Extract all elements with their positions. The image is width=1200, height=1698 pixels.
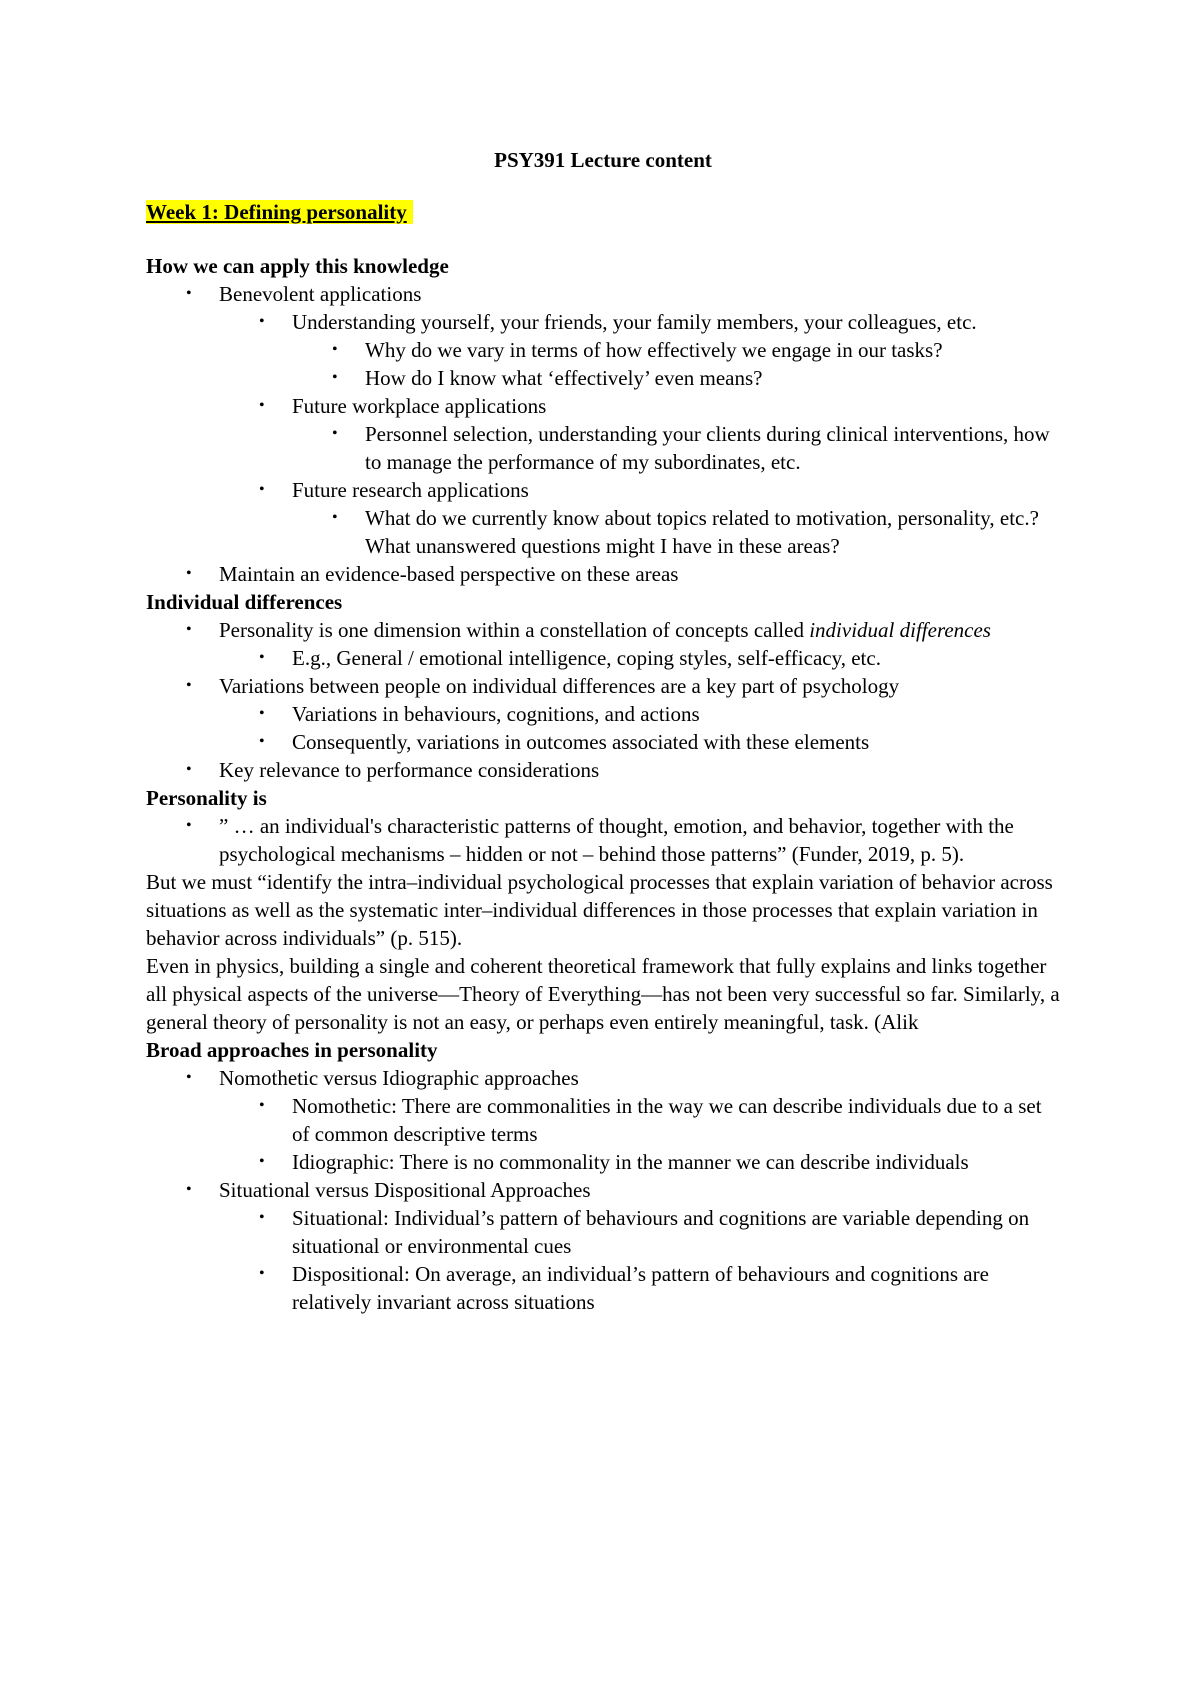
list-item-text: Variations between people on individual differences are a key part of psychology xyxy=(219,674,900,698)
list-item-text: Why do we vary in terms of how effectively we engage in our tasks? xyxy=(365,338,943,362)
paragraph: Even in physics, building a single and coherent theoretical framework that fully explains and links together all physical aspects of the universe—Theory of Everything—has not been very successful so far. Similarly, a general theory of personality is not an easy, or perhaps even entirely meaningful, task. (Alik xyxy=(146,954,1060,1034)
list-item-text: What do we currently know about topics related to motivation, personality, etc.? What unanswered questions might I have in these areas? xyxy=(365,506,1039,558)
bullet-icon: • xyxy=(332,425,338,442)
apply-sublist-3 xyxy=(146,476,1060,504)
list-item xyxy=(146,616,1060,644)
section-heading-broad-approaches: Broad approaches in personality xyxy=(146,1038,438,1062)
list-item xyxy=(146,812,1060,868)
list-item xyxy=(146,392,1060,420)
apply-subsublist-2 xyxy=(146,420,1060,476)
list-item xyxy=(146,644,1060,672)
apply-subsublist-3 xyxy=(146,504,1060,560)
bullet-icon: • xyxy=(259,313,265,330)
list-item xyxy=(146,364,1060,392)
list-item-text: Idiographic: There is no commonality in the manner we can describe individuals xyxy=(292,1150,969,1174)
list-item-text: Future workplace applications xyxy=(292,394,547,418)
indiv-list-2 xyxy=(146,672,1060,700)
indiv-sublist-1 xyxy=(146,644,1060,672)
bullet-icon: • xyxy=(332,369,338,386)
list-item-text: Variations in behaviours, cognitions, and actions xyxy=(292,702,700,726)
bullet-icon: • xyxy=(259,397,265,414)
list-item-text: Personnel selection, understanding your clients during clinical interventions, how to manage the performance of my subordinates, etc. xyxy=(365,422,1050,474)
list-item xyxy=(146,280,1060,308)
apply-sublist-1 xyxy=(146,308,1060,336)
bullet-icon: • xyxy=(259,1265,265,1282)
list-item xyxy=(146,1176,1060,1204)
list-item-text: Dispositional: On average, an individual’s pattern of behaviours and cognitions are relatively invariant across situations xyxy=(292,1262,989,1314)
bullet-icon: • xyxy=(259,1097,265,1114)
section-heading-individual-differences: Individual differences xyxy=(146,590,343,614)
section-heading-apply: How we can apply this knowledge xyxy=(146,254,449,278)
list-item xyxy=(146,700,1060,728)
list-item xyxy=(146,308,1060,336)
apply-sublist-2 xyxy=(146,392,1060,420)
bullet-icon: • xyxy=(259,1153,265,1170)
list-item xyxy=(146,336,1060,364)
paragraph: But we must “identify the intra–individual psychological processes that explain variation of behavior across situations as well as the systematic inter–individual differences in those processes that explain variation in behavior across individuals” (p. 515). xyxy=(146,870,1053,950)
list-item xyxy=(146,1204,1060,1260)
list-item-text: ” … an individual's characteristic patterns of thought, emotion, and behavior, together with the psychological mechanisms – hidden or not – behind those patterns” (Funder, 2019, p. 5). xyxy=(219,814,1014,866)
list-item-text: Personality is one dimension within a constellation of concepts called xyxy=(219,618,810,642)
section-heading-personality-is: Personality is xyxy=(146,786,267,810)
broad-sublist-2 xyxy=(146,1204,1060,1316)
week-heading-highlight: Week 1: Defining personality xyxy=(146,200,413,224)
bullet-icon: • xyxy=(259,705,265,722)
bullet-icon: • xyxy=(259,733,265,750)
list-item xyxy=(146,756,1060,784)
bullet-icon: • xyxy=(186,677,192,694)
list-item xyxy=(146,560,1060,588)
list-item-text: Key relevance to performance considerations xyxy=(219,758,600,782)
list-item xyxy=(146,504,1060,560)
bullet-icon: • xyxy=(186,621,192,638)
list-item-text: Understanding yourself, your friends, your family members, your colleagues, etc. xyxy=(292,310,977,334)
broad-sublist-1 xyxy=(146,1092,1060,1176)
bullet-icon: • xyxy=(186,565,192,582)
list-item xyxy=(146,1260,1060,1316)
list-item-text: How do I know what ‘effectively’ even means? xyxy=(365,366,763,390)
list-item xyxy=(146,1064,1060,1092)
list-item-text: Nomothetic: There are commonalities in the way we can describe individuals due to a set of common descriptive terms xyxy=(292,1094,1042,1146)
apply-list xyxy=(146,280,1060,308)
list-item-text: E.g., General / emotional intelligence, coping styles, self-efficacy, etc. xyxy=(292,646,881,670)
indiv-sublist-2 xyxy=(146,700,1060,756)
bullet-icon: • xyxy=(186,817,192,834)
document-title: PSY391 Lecture content xyxy=(494,148,712,172)
broad-list-2 xyxy=(146,1176,1060,1204)
list-item xyxy=(146,1092,1060,1148)
list-item-text: Situational: Individual’s pattern of behaviours and cognitions are variable depending on situational or environmental cues xyxy=(292,1206,1030,1258)
apply-list-2 xyxy=(146,560,1060,588)
list-item xyxy=(146,728,1060,756)
bullet-icon: • xyxy=(186,285,192,302)
list-item-text: Nomothetic versus Idiographic approaches xyxy=(219,1066,579,1090)
list-item-text: Future research applications xyxy=(292,478,529,502)
list-item-text: Benevolent applications xyxy=(219,282,422,306)
personality-list xyxy=(146,812,1060,868)
bullet-icon: • xyxy=(186,1069,192,1086)
list-item xyxy=(146,476,1060,504)
list-item-text: Maintain an evidence-based perspective on these areas xyxy=(219,562,679,586)
list-item xyxy=(146,672,1060,700)
list-item-text: Situational versus Dispositional Approaches xyxy=(219,1178,591,1202)
list-item-text: Consequently, variations in outcomes associated with these elements xyxy=(292,730,870,754)
bullet-icon: • xyxy=(186,761,192,778)
apply-subsublist-1 xyxy=(146,336,1060,392)
bullet-icon: • xyxy=(186,1181,192,1198)
bullet-icon: • xyxy=(332,341,338,358)
indiv-list-3 xyxy=(146,756,1060,784)
list-item xyxy=(146,420,1060,476)
indiv-list xyxy=(146,616,1060,644)
broad-list xyxy=(146,1064,1060,1092)
list-item xyxy=(146,1148,1060,1176)
bullet-icon: • xyxy=(259,1209,265,1226)
emphasis-text: individual differences xyxy=(809,618,991,642)
bullet-icon: • xyxy=(259,649,265,666)
bullet-icon: • xyxy=(259,481,265,498)
bullet-icon: • xyxy=(332,509,338,526)
week-heading xyxy=(146,198,1060,226)
